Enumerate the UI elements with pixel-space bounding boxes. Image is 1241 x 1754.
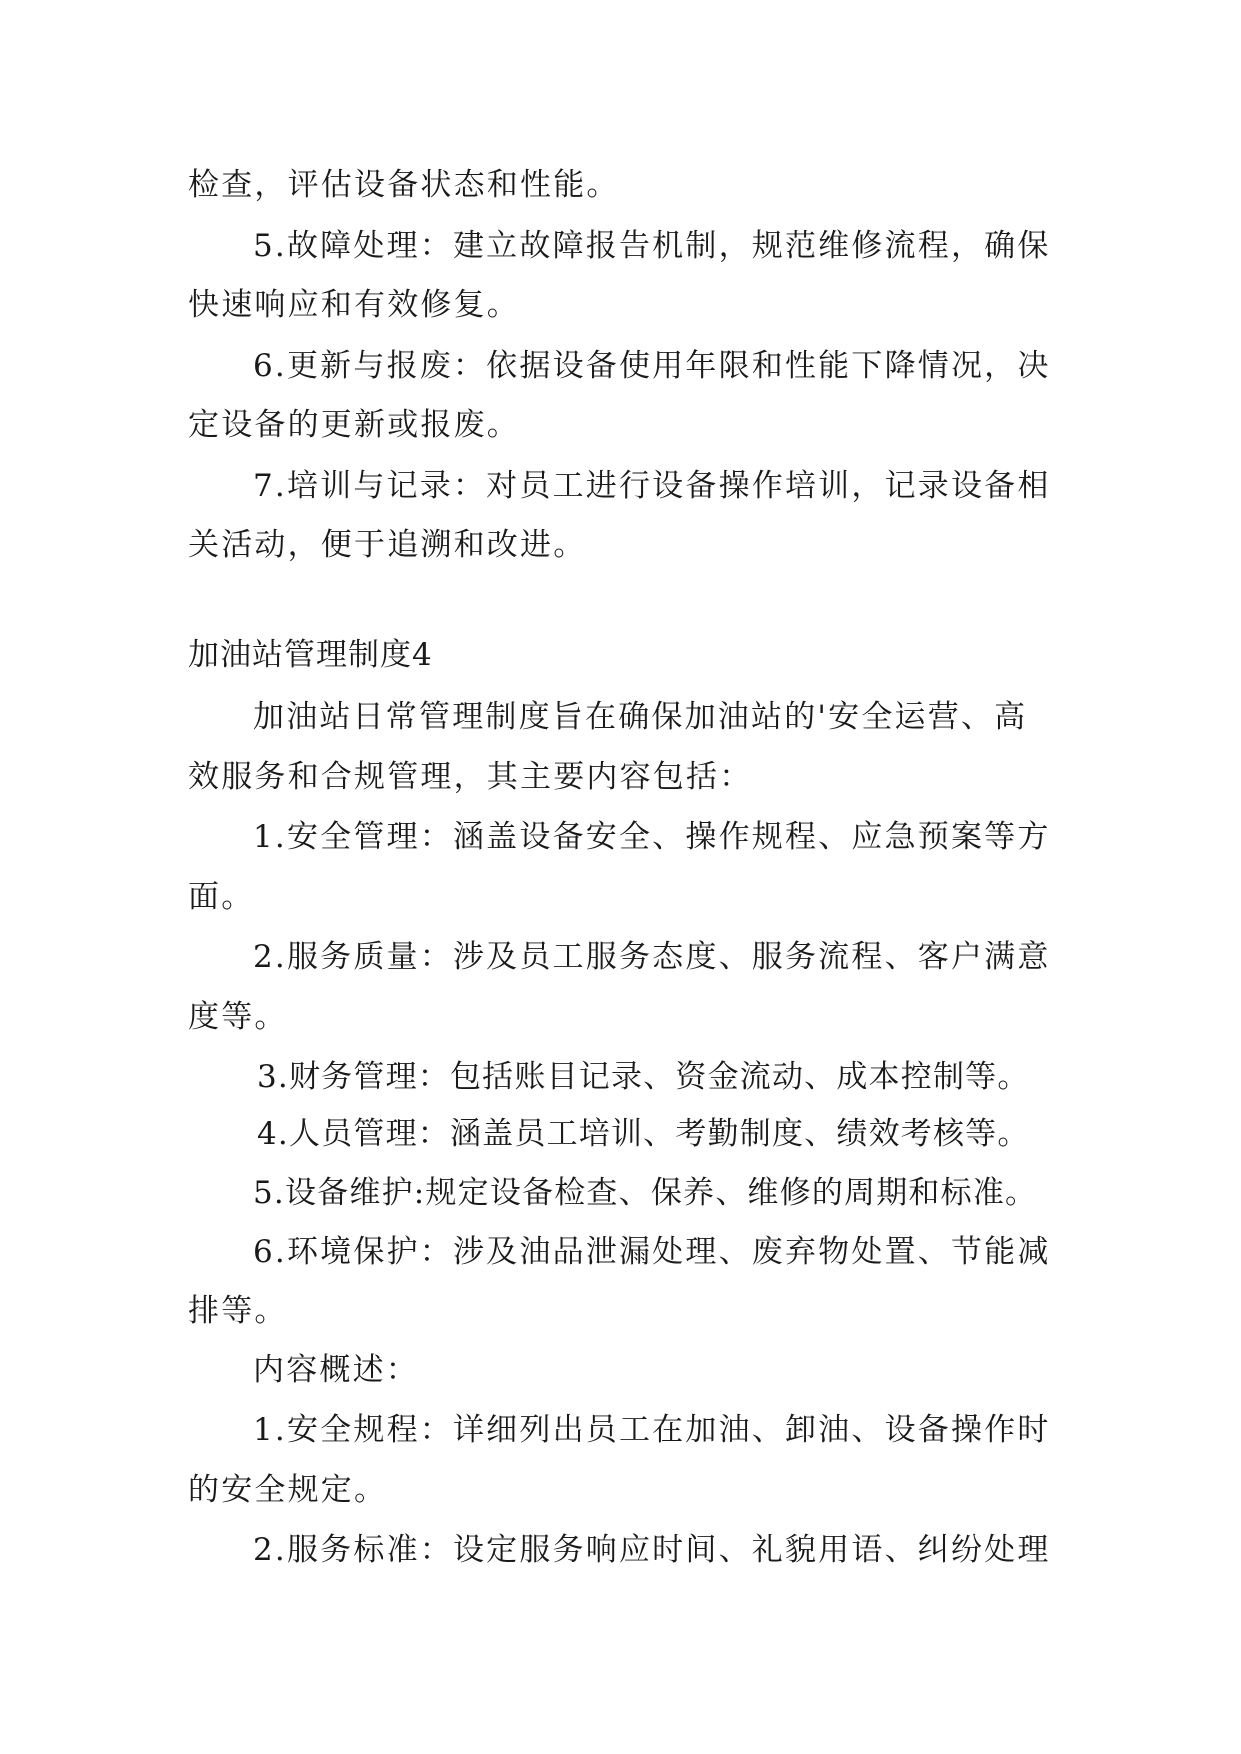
paragraph-line: 的安全规定。 xyxy=(188,1472,388,1508)
paragraph-line: 排等。 xyxy=(188,1293,288,1329)
list-item: 1.安全管理：涵盖设备安全、操作规程、应急预案等方 xyxy=(253,819,1051,855)
list-item: 4.人员管理：涵盖员工培训、考勤制度、绩效考核等。 xyxy=(257,1116,1030,1152)
paragraph-line: 7.培训与记录：对员工进行设备操作培训，记录设备相 xyxy=(253,468,1051,504)
section-heading: 加油站管理制度4 xyxy=(188,637,433,673)
paragraph-line: 检查，评估设备状态和性能。 xyxy=(188,167,620,203)
list-item: 6.环境保护：涉及油品泄漏处理、废弃物处置、节能减 xyxy=(253,1234,1051,1270)
paragraph-line: 面。 xyxy=(188,879,255,915)
list-item: 2.服务标准：设定服务响应时间、礼貌用语、纠纷处理 xyxy=(253,1532,1051,1568)
paragraph-line: 定设备的更新或报废。 xyxy=(188,407,520,443)
list-item: 3.财务管理：包括账目记录、资金流动、成本控制等。 xyxy=(257,1059,1030,1095)
paragraph-line: 5.故障处理：建立故障报告机制，规范维修流程，确保 xyxy=(253,228,1051,264)
list-item: 5.设备维护:规定设备检查、保养、维修的周期和标准。 xyxy=(253,1175,1038,1211)
list-item: 1.安全规程：详细列出员工在加油、卸油、设备操作时 xyxy=(253,1412,1051,1448)
subheading: 内容概述： xyxy=(253,1352,419,1388)
paragraph-line: 快速响应和有效修复。 xyxy=(188,287,520,323)
paragraph-line: 度等。 xyxy=(188,999,288,1035)
paragraph-line: 加油站日常管理制度旨在确保加油站的'安全运营、高 xyxy=(253,699,1028,735)
paragraph-line: 关活动，便于追溯和改进。 xyxy=(188,527,587,563)
list-item: 2.服务质量：涉及员工服务态度、服务流程、客户满意 xyxy=(253,939,1051,975)
paragraph-line: 6.更新与报废：依据设备使用年限和性能下降情况，决 xyxy=(253,348,1051,384)
paragraph-line: 效服务和合规管理，其主要内容包括： xyxy=(188,759,753,795)
